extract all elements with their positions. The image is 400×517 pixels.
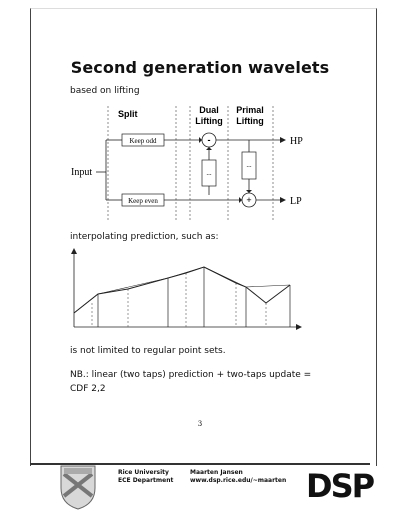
hp-label: HP [290, 136, 303, 147]
footer-author: Maarten Jansen [190, 469, 243, 476]
page-number: 3 [197, 420, 203, 428]
nb-line-1: NB.: linear (two taps) prediction + two-taps update = [70, 370, 312, 380]
primal-label-2: Lifting [236, 116, 264, 126]
linear-prediction [74, 267, 290, 313]
y-axis-arrow [71, 248, 77, 254]
plus-symbol: + [246, 195, 252, 205]
footer-department: ECE Department [118, 477, 174, 484]
footer-url: www.dsp.rice.edu/~maarten [190, 477, 287, 484]
split-label: Split [118, 109, 138, 119]
keep-even-label: Keep even [128, 197, 158, 205]
dual-label-1: Dual [199, 105, 219, 115]
footer-institution [118, 469, 173, 485]
dsp-logo-text: DSP [306, 467, 374, 504]
subtitle: based on lifting [70, 86, 140, 96]
primal-label-1: Primal [236, 105, 264, 115]
regular-text: is not limited to regular point sets. [70, 346, 226, 356]
footer-university: Rice University [118, 469, 169, 476]
interp-text: interpolating prediction, such as: [70, 232, 219, 242]
lp-label: LP [290, 196, 302, 207]
update-dots: ... [246, 161, 252, 169]
solid-sample-lines [98, 267, 290, 327]
dual-label-2: Lifting [195, 116, 223, 126]
minus-symbol: - [207, 135, 211, 145]
nb-line-2: CDF 2,2 [70, 384, 106, 394]
x-axis-arrow [296, 324, 302, 330]
slide-title: Second generation wavelets [70, 58, 330, 77]
dsp-logo [306, 452, 376, 504]
lifting-diagram [68, 100, 318, 230]
predict-dots: ... [206, 169, 212, 177]
input-label: Input [71, 167, 93, 178]
footer-author-block [190, 469, 286, 485]
keep-odd-label: Keep odd [129, 137, 157, 145]
dashed-sample-lines [92, 273, 266, 327]
rice-crest-icon [58, 464, 98, 510]
interpolation-plot [68, 245, 308, 335]
